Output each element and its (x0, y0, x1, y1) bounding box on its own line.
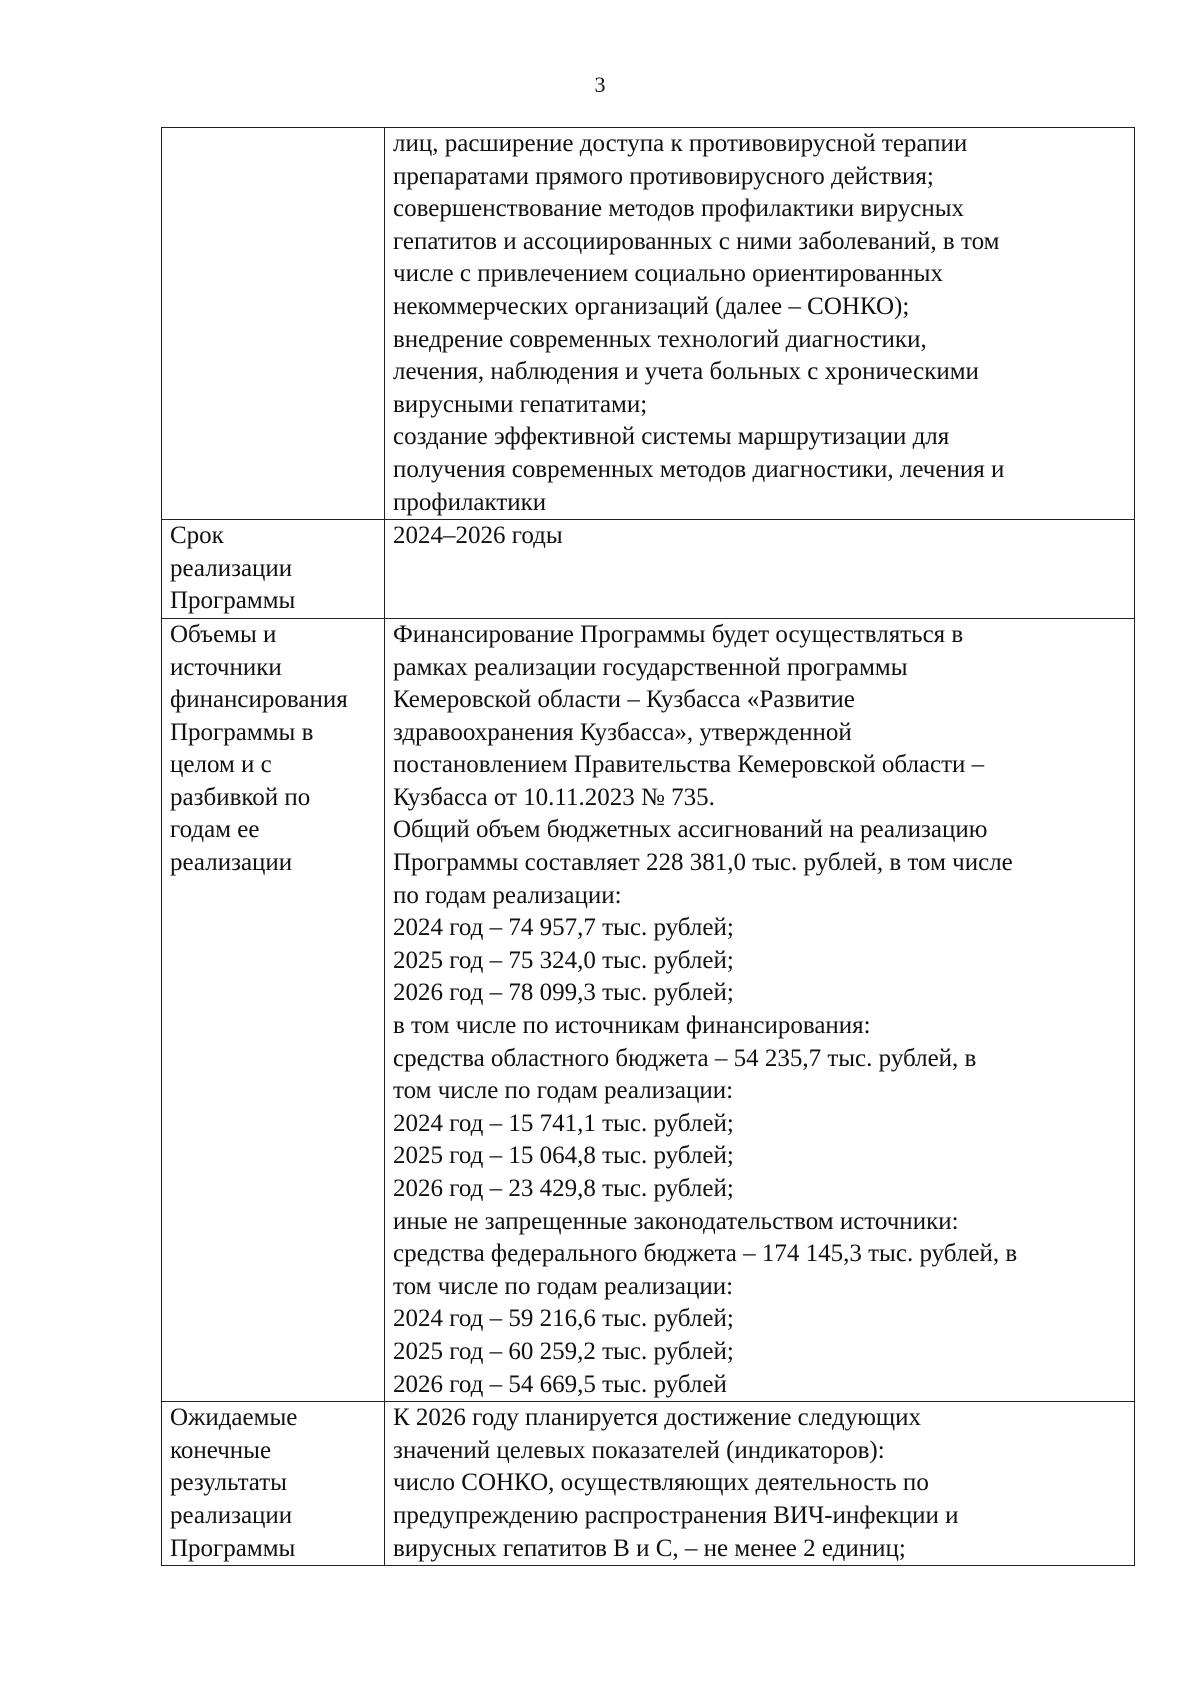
content-line: Кемеровской области – Кузбасса «Развитие (393, 686, 855, 714)
content-line: препаратами прямого противовирусного действия; (393, 162, 934, 190)
content-line: внедрение современных технологий диагностики, (393, 325, 927, 353)
row-label-cell (162, 520, 385, 619)
content-line: число СОНКО, осуществляющих деятельность по (393, 1469, 929, 1497)
label-line: годам ее (170, 816, 260, 844)
label-line: Программы в (170, 718, 314, 746)
content-line: том числе по годам реализации: (393, 1077, 734, 1105)
row-content-cell (385, 520, 1135, 619)
content-line: в том числе по источникам финансирования: (393, 1012, 871, 1040)
content-line: совершенствование методов профилактики вирусных (393, 195, 965, 223)
label-line: Ожидаемые (170, 1404, 298, 1432)
content-line: предупреждению распространения ВИЧ-инфекции и (393, 1501, 959, 1529)
label-line: конечные (170, 1436, 272, 1464)
table-row (162, 618, 1135, 1401)
table-row (162, 128, 1135, 520)
label-line: Программы (170, 1534, 296, 1562)
label-line: Срок (170, 522, 224, 550)
table-row (162, 520, 1135, 619)
label-line: Объемы и (170, 620, 277, 648)
label-line: источники (170, 653, 282, 681)
label-line: реализации (170, 554, 293, 582)
content-line: Программы составляет 228 381,0 тыс. рублей, в том числе (393, 849, 1013, 877)
row-label-cell (162, 128, 385, 520)
content-line: 2024 год – 74 957,7 тыс. рублей; (393, 914, 734, 942)
content-line: 2025 год – 75 324,0 тыс. рублей; (393, 946, 734, 974)
content-line: создание эффективной системы маршрутизации для (393, 423, 950, 451)
label-line: Программы (170, 587, 296, 615)
table-row (162, 1402, 1135, 1566)
content-line: 2025 год – 60 259,2 тыс. рублей; (393, 1337, 734, 1365)
content-line: числе с привлечением социально ориентированных (393, 260, 943, 288)
content-line: вирусных гепатитов В и С, – не менее 2 единиц; (393, 1534, 906, 1562)
content-line: гепатитов и ассоциированных с ними заболеваний, в том (393, 227, 1000, 255)
content-line: К 2026 году планируется достижение следующих (393, 1404, 922, 1432)
content-line: Кузбасса от 10.11.2023 № 735. (393, 783, 715, 811)
content-line: иные не запрещенные законодательством источники: (393, 1207, 959, 1235)
content-line: Финансирование Программы будет осуществляться в (393, 620, 964, 648)
content-line: значений целевых показателей (индикаторов): (393, 1436, 885, 1464)
content-line: здравоохранения Кузбасса», утвержденной (393, 718, 852, 746)
content-line: лечения, наблюдения и учета больных с хроническими (393, 358, 979, 386)
content-line: лиц, расширение доступа к противовирусной терапии (393, 130, 968, 157)
content-line: 2024–2026 годы (393, 522, 563, 550)
label-line: реализации (170, 1501, 293, 1529)
row-content-cell (385, 1402, 1135, 1566)
row-content-cell (385, 618, 1135, 1401)
label-line: результаты (170, 1469, 287, 1497)
content-line: средства федерального бюджета – 174 145,3 тыс. рублей, в (393, 1240, 1018, 1268)
content-line: рамках реализации государственной программы (393, 653, 908, 681)
content-line: Общий объем бюджетных ассигнований на реализацию (393, 816, 988, 844)
program-passport-table (161, 127, 1135, 1566)
content-line: 2026 год – 78 099,3 тыс. рублей; (393, 979, 734, 1007)
content-line: некоммерческих организаций (далее – СОНКО); (393, 292, 910, 320)
content-line: 2025 год – 15 064,8 тыс. рублей; (393, 1142, 734, 1170)
content-line: средства областного бюджета – 54 235,7 тыс. рублей, в (393, 1044, 977, 1072)
row-label-cell (162, 1402, 385, 1566)
page-number: 3 (594, 72, 606, 97)
content-line: постановлением Правительства Кемеровской области – (393, 751, 985, 779)
label-line: финансирования (170, 686, 348, 714)
label-line: реализации (170, 849, 293, 877)
content-line: 2026 год – 23 429,8 тыс. рублей; (393, 1175, 734, 1202)
content-line: 2024 год – 15 741,1 тыс. рублей; (393, 1109, 734, 1137)
content-line: по годам реализации: (393, 881, 622, 909)
content-line: 2024 год – 59 216,6 тыс. рублей; (393, 1305, 734, 1333)
content-line: 2026 год – 54 669,5 тыс. рублей (393, 1370, 727, 1398)
content-line: том числе по годам реализации: (393, 1272, 734, 1300)
label-line: разбивкой по (170, 783, 311, 811)
content-line: профилактики (393, 488, 547, 516)
row-label-cell (162, 618, 385, 1401)
content-line: вирусными гепатитами; (393, 390, 648, 418)
label-line: целом и с (170, 751, 272, 779)
content-line: получения современных методов диагностики, лечения и (393, 455, 1005, 483)
row-content-cell (385, 128, 1135, 520)
